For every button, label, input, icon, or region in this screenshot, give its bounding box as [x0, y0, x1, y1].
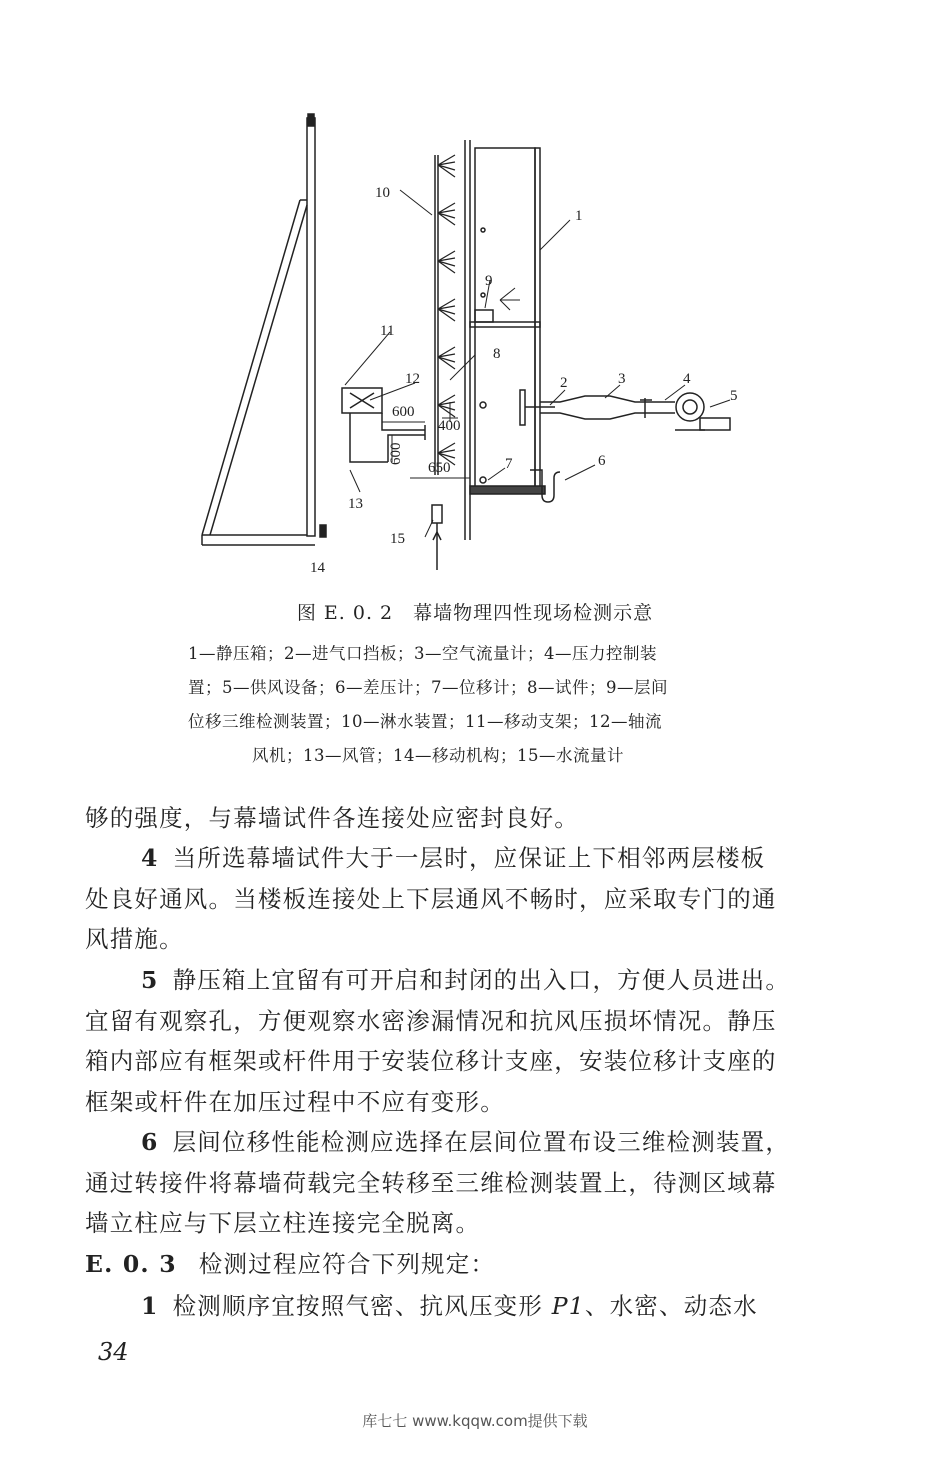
figure-legend-line: 位移三维检测装置；10—淋水装置；11—移动支架；12—轴流	[188, 712, 662, 731]
figure-caption: 图 E. 0. 2 幕墙物理四性现场检测示意	[296, 602, 654, 624]
label-10: 10	[375, 185, 390, 201]
figure-legend-line: 风机；13—风管；14—移动机构；15—水流量计	[252, 746, 624, 765]
label-5: 5	[730, 388, 738, 404]
label-6: 6	[598, 453, 606, 469]
paragraph-text: 通过转接件将幕墙荷载完全转移至三维检测装置上，待测区域幕	[85, 1168, 777, 1197]
dim-600-vertical: 600	[388, 442, 404, 465]
label-8: 8	[493, 346, 501, 362]
variable-p1: P1	[551, 1292, 585, 1320]
label-9: 9	[485, 273, 493, 289]
inlet-baffle	[520, 390, 525, 425]
label-1: 1	[575, 208, 583, 224]
label-4: 4	[683, 371, 691, 387]
moving-mechanism	[320, 525, 326, 537]
paragraph-text: 、水密、动态水	[584, 1292, 758, 1320]
paragraph-text: 风措施。	[85, 925, 184, 953]
support-top-bracket	[308, 114, 314, 126]
displacement-gauge	[480, 477, 486, 483]
label-11: 11	[380, 323, 395, 339]
label-3: 3	[618, 371, 626, 387]
paragraph-text: 检测顺序宜按照气密、抗风压变形	[172, 1292, 552, 1320]
dim-650: 650	[428, 460, 451, 476]
paragraph-item-6	[85, 1122, 855, 1244]
paragraph-item-1	[85, 1286, 855, 1327]
section-number: E. 0. 3	[85, 1250, 177, 1278]
bottom-slab	[470, 486, 545, 494]
paragraph-continuation	[85, 798, 855, 839]
figure-legend-line: 置；5—供风设备；6—差压计；7—位移计；8—试件；9—层间	[188, 678, 668, 697]
paragraph-text: 宜留有观察孔，方便观察水密渗漏情况和抗风压损坏情况。静压	[85, 1006, 777, 1035]
pressure-box	[475, 148, 535, 493]
figure-legend-line: 1—静压箱；2—进气口挡板；3—空气流量计；4—压力控制装	[188, 644, 657, 663]
fan-blower	[676, 393, 704, 421]
paragraph-item-4	[85, 838, 855, 960]
item-number: 4	[141, 844, 159, 872]
paragraph-text: 层间位移性能检测应选择在层间位置布设三维检测装置，	[172, 1128, 791, 1156]
label-14: 14	[310, 560, 325, 576]
label-13: 13	[348, 496, 363, 512]
item-number: 6	[141, 1128, 159, 1156]
paragraph-text: 墙立柱应与下层立柱连接完全脱离。	[85, 1209, 481, 1237]
water-flow-meter	[432, 505, 442, 523]
item-number: 5	[141, 966, 159, 994]
item-number: 1	[141, 1292, 159, 1320]
paragraph-text: 箱内部应有框架或杆件用于安装位移计支座，安装位移计支座的	[85, 1047, 777, 1075]
paragraph-item-5	[85, 960, 855, 1122]
label-12: 12	[405, 371, 420, 387]
support-column	[307, 118, 315, 536]
dim-600-horizontal: 600	[392, 404, 415, 420]
section-heading-e003	[85, 1244, 855, 1285]
paragraph-text: 框架或杆件在加压过程中不应有变形。	[85, 1087, 505, 1116]
paragraph-text: 够的强度，与幕墙试件各连接处应密封良好。	[85, 804, 579, 832]
displacement-3d-device	[475, 310, 493, 322]
paragraph-text: 当所选幕墙试件大于一层时，应保证上下相邻两层楼板	[172, 844, 766, 872]
label-15: 15	[390, 531, 405, 547]
paragraph-text: 处良好通风。当楼板连接处上下层通风不畅时，应采取专门的通	[85, 884, 777, 913]
dim-400: 400	[438, 418, 461, 434]
watermark: 库七七 www.kqqw.com提供下载	[362, 1412, 588, 1430]
section-title: 检测过程应符合下列规定：	[198, 1250, 496, 1278]
page-number: 34	[98, 1338, 129, 1366]
label-2: 2	[560, 375, 568, 391]
paragraph-text: 静压箱上宜留有可开启和封闭的出入口，方便人员进出。	[172, 966, 791, 994]
curtain-wall-test-diagram	[180, 100, 780, 590]
label-7: 7	[505, 456, 513, 472]
